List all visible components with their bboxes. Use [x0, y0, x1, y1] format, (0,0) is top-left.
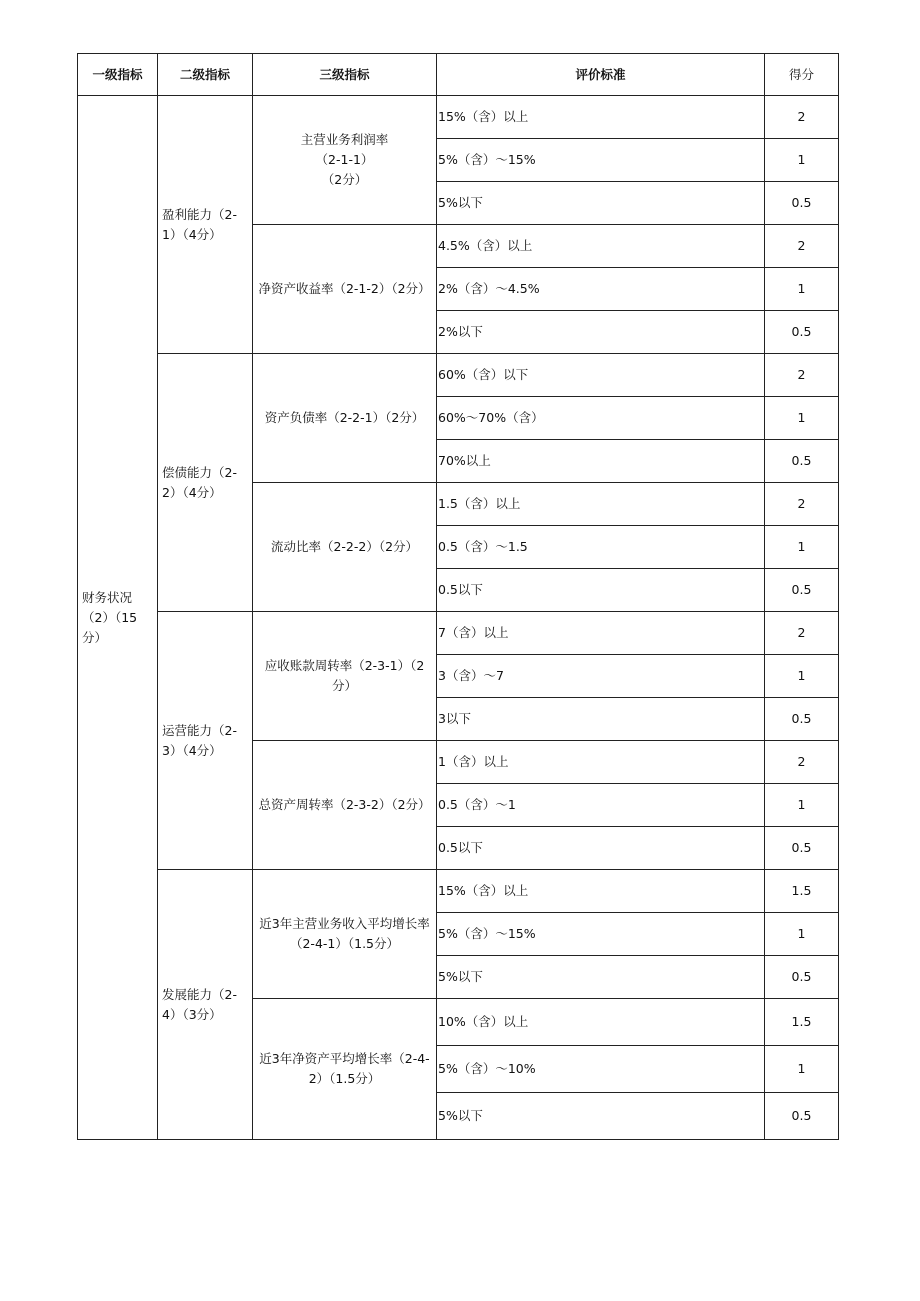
level3-indicator [253, 870, 437, 999]
score-cell: 1 [765, 1046, 839, 1093]
criterion-cell: 15%（含）以上 [437, 96, 765, 139]
level3-text: （2-1-1） [315, 152, 374, 167]
score-cell: 2 [765, 354, 839, 397]
header-level3: 三级指标 [253, 54, 437, 96]
score-cell: 0.5 [765, 440, 839, 483]
score-cell: 0.5 [765, 311, 839, 354]
score-cell: 1 [765, 397, 839, 440]
criterion-cell: 3（含）～7 [437, 655, 765, 698]
criterion-cell: 3以下 [437, 698, 765, 741]
score-cell: 0.5 [765, 182, 839, 225]
score-cell: 1 [765, 913, 839, 956]
score-cell: 0.5 [765, 1093, 839, 1140]
criterion-cell: 70%以上 [437, 440, 765, 483]
table-row [78, 96, 839, 139]
criterion-cell: 0.5（含）～1.5 [437, 526, 765, 569]
criterion-cell: 5%（含）～10% [437, 1046, 765, 1093]
level2-indicator: 偿债能力（2-2）（4分） [158, 354, 253, 612]
evaluation-table [77, 53, 839, 1140]
score-cell: 1 [765, 784, 839, 827]
criterion-cell: 2%以下 [437, 311, 765, 354]
criterion-cell: 0.5以下 [437, 827, 765, 870]
level3-text: 净资产收益率（2-1-2）（2分） [258, 281, 431, 296]
criterion-cell: 5%以下 [437, 1093, 765, 1140]
criterion-cell: 5%以下 [437, 182, 765, 225]
score-cell: 0.5 [765, 569, 839, 612]
criterion-cell: 60%（含）以下 [437, 354, 765, 397]
score-cell: 1.5 [765, 870, 839, 913]
score-cell: 1 [765, 268, 839, 311]
level3-text: 流动比率（2-2-2）（2分） [270, 539, 419, 554]
criterion-cell: 1（含）以上 [437, 741, 765, 784]
level3-indicator [253, 483, 437, 612]
criterion-cell: 1.5（含）以上 [437, 483, 765, 526]
score-cell: 2 [765, 483, 839, 526]
level3-text: 主营业务利润率 [300, 132, 389, 147]
criterion-cell: 2%（含）～4.5% [437, 268, 765, 311]
header-row [78, 54, 839, 96]
level2-indicator: 运营能力（2-3）（4分） [158, 612, 253, 870]
level2-indicator: 盈利能力（2-1）（4分） [158, 96, 253, 354]
score-cell: 1.5 [765, 999, 839, 1046]
level3-indicator [253, 741, 437, 870]
criterion-cell: 0.5（含）～1 [437, 784, 765, 827]
criterion-cell: 5%（含）～15% [437, 139, 765, 182]
criterion-cell: 7（含）以上 [437, 612, 765, 655]
level1-indicator: 财务状况（2）（15分） [78, 96, 158, 1140]
score-cell: 1 [765, 139, 839, 182]
criterion-cell: 10%（含）以上 [437, 999, 765, 1046]
level3-text: 总资产周转率（2-3-2）（2分） [258, 797, 431, 812]
criterion-cell: 60%～70%（含） [437, 397, 765, 440]
score-cell: 2 [765, 96, 839, 139]
criterion-cell: 5%（含）～15% [437, 913, 765, 956]
level3-indicator [253, 612, 437, 741]
score-cell: 1 [765, 526, 839, 569]
header-score: 得分 [765, 54, 839, 96]
header-criteria: 评价标准 [437, 54, 765, 96]
level3-indicator [253, 999, 437, 1140]
score-cell: 2 [765, 225, 839, 268]
level2-indicator: 发展能力（2-4）（3分） [158, 870, 253, 1140]
header-level2: 二级指标 [158, 54, 253, 96]
level3-text: （2分） [321, 172, 368, 187]
score-cell: 0.5 [765, 956, 839, 999]
level3-indicator [253, 354, 437, 483]
level3-indicator [253, 96, 437, 225]
level3-text: 应收账款周转率（2-3-1）（2分） [264, 658, 425, 693]
criterion-cell: 5%以下 [437, 956, 765, 999]
score-cell: 0.5 [765, 827, 839, 870]
table-row [78, 870, 839, 913]
score-cell: 0.5 [765, 698, 839, 741]
level3-text: 资产负债率（2-2-1）（2分） [264, 410, 425, 425]
level3-indicator [253, 225, 437, 354]
level3-text: 近3年净资产平均增长率（2-4-2）（1.5分） [259, 1051, 430, 1086]
header-level1: 一级指标 [78, 54, 158, 96]
score-cell: 1 [765, 655, 839, 698]
table-row [78, 354, 839, 397]
score-cell: 2 [765, 612, 839, 655]
criterion-cell: 0.5以下 [437, 569, 765, 612]
criterion-cell: 15%（含）以上 [437, 870, 765, 913]
score-cell: 2 [765, 741, 839, 784]
criterion-cell: 4.5%（含）以上 [437, 225, 765, 268]
level3-text: 近3年主营业务收入平均增长率（2-4-1）（1.5分） [259, 916, 430, 951]
table-row [78, 612, 839, 655]
evaluation-table-container [77, 53, 839, 1140]
